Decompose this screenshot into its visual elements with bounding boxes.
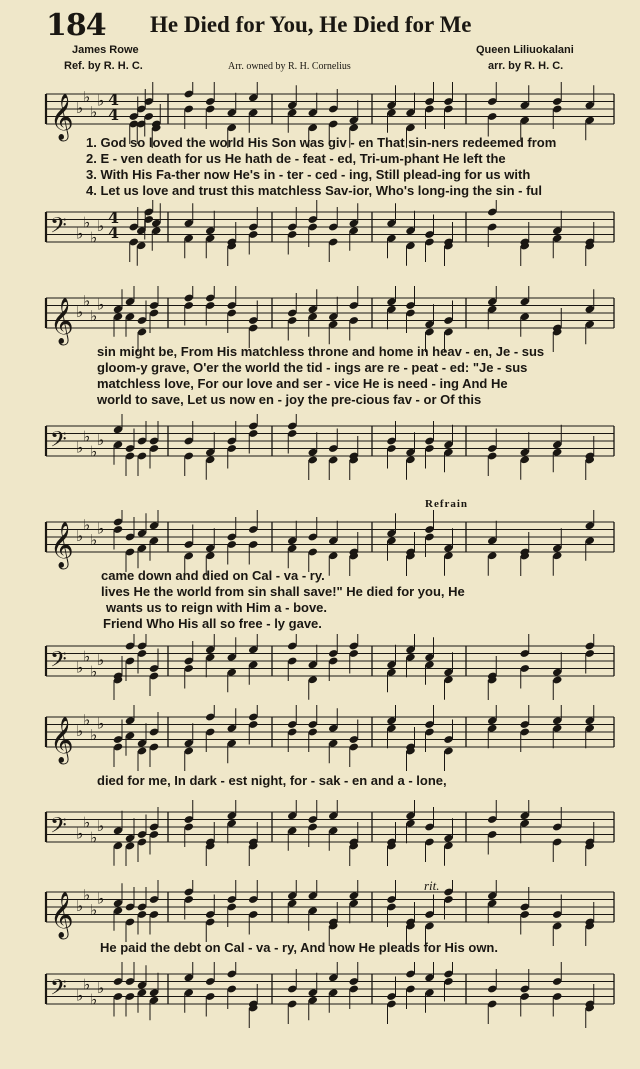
flat-sign-icon: ♭	[76, 438, 84, 457]
flat-sign-icon: ♭	[76, 224, 84, 243]
flat-sign-icon: ♭	[90, 725, 98, 744]
system-3-verse-2: lives He the world from sin shall save!" He died for you, He	[101, 584, 465, 599]
flat-sign-icon: ♭	[90, 530, 98, 549]
system-4-lyrics: died for me, In dark - est night, for - sak - en and a - lone,	[97, 773, 447, 788]
flat-sign-icon: ♭	[76, 824, 84, 843]
flat-sign-icon: ♭	[90, 102, 98, 121]
flat-sign-icon: ♭	[83, 813, 91, 832]
flat-sign-icon: ♭	[97, 714, 105, 733]
flat-sign-icon: ♭	[90, 990, 98, 1009]
flat-sign-icon: ♭	[90, 228, 98, 247]
flat-sign-icon: ♭	[90, 828, 98, 847]
system-1-verse-2: 2. E - ven death for us He hath de - feat - ed, Tri-um-phant He left the	[86, 151, 506, 166]
flat-sign-icon: ♭	[90, 662, 98, 681]
flat-sign-icon: ♭	[90, 900, 98, 919]
flat-sign-icon: ♭	[90, 306, 98, 325]
system-1-bass-staff	[0, 200, 640, 270]
flat-sign-icon: ♭	[97, 817, 105, 835]
system-1-verse-4: 4. Let us love and trust this matchless Sav-ior, Who's long-ing the sin - ful	[86, 183, 542, 198]
flat-sign-icon: ♭	[76, 722, 84, 740]
words-credit: James Rowe	[72, 44, 139, 56]
flat-sign-icon: ♭	[76, 99, 84, 117]
system-5-lyrics: He paid the debt on Cal - va - ry, And now He pleads for His own.	[100, 940, 498, 955]
treble-clef-icon: 𝄞	[50, 717, 74, 763]
system-2-verse-2: gloom-y grave, O'er the world the tid - ings are re - peat - ed: "Je - sus	[97, 360, 528, 375]
flat-sign-icon: ♭	[97, 295, 105, 314]
system-4-bass-staff	[0, 800, 640, 870]
system-2-bass-staff	[0, 414, 640, 484]
time-signature-digit: 4	[108, 208, 120, 227]
flat-sign-icon: ♭	[76, 986, 84, 1005]
music-credit: Queen Liliuokalani	[476, 44, 574, 56]
treble-clef-icon: 𝄞	[50, 94, 74, 140]
treble-clef-icon: 𝄞	[50, 522, 74, 568]
system-3-verse-4: Friend Who His all so free - ly gave.	[103, 616, 322, 631]
flat-sign-icon: ♭	[97, 979, 105, 997]
flat-sign-icon: ♭	[90, 442, 98, 461]
flat-sign-icon: ♭	[83, 87, 91, 106]
refrain-credit: Ref. by R. H. C.	[64, 60, 143, 72]
system-5-bass-staff	[0, 962, 640, 1032]
bass-clef-icon: 𝄢	[50, 213, 67, 244]
system-1-verse-3: 3. With His Fa-ther now He's in - ter - ced - ing, Still plead-ing for us with	[86, 167, 531, 182]
flat-sign-icon: ♭	[97, 651, 105, 669]
flat-sign-icon: ♭	[83, 427, 91, 446]
bass-clef-icon: 𝄢	[50, 975, 67, 1006]
system-4-treble-staff	[0, 705, 640, 775]
system-1-verse-1: 1. God so loved the world His Son was giv - en That sin-ners redeemed from	[86, 135, 557, 150]
flat-sign-icon: ♭	[83, 647, 91, 666]
system-2-verse-3: matchless love, For our love and ser - vice He is need - ing And He	[97, 376, 508, 391]
flat-sign-icon: ♭	[83, 515, 91, 534]
system-3-bass-staff	[0, 634, 640, 704]
hymn-number: 184	[46, 8, 106, 43]
flat-sign-icon: ♭	[97, 519, 105, 538]
bass-clef-icon: 𝄢	[50, 647, 67, 678]
system-2-verse-1: sin might be, From His matchless throne and home in heav - en, Je - sus	[97, 344, 545, 359]
flat-sign-icon: ♭	[97, 889, 105, 908]
flat-sign-icon: ♭	[83, 885, 91, 904]
flat-sign-icon: ♭	[76, 303, 84, 321]
flat-sign-icon: ♭	[83, 710, 91, 729]
music-arrangement-credit: arr. by R. H. C.	[488, 60, 564, 72]
flat-sign-icon: ♭	[76, 897, 84, 915]
flat-sign-icon: ♭	[97, 91, 105, 110]
bass-clef-icon: 𝄢	[50, 813, 67, 844]
hymn-title: He Died for You, He Died for Me	[150, 12, 472, 37]
flat-sign-icon: ♭	[76, 527, 84, 545]
flat-sign-icon: ♭	[83, 213, 91, 232]
bass-clef-icon: 𝄢	[50, 427, 67, 458]
rit-marking: rit.	[424, 878, 440, 893]
flat-sign-icon: ♭	[83, 975, 91, 994]
flat-sign-icon: ♭	[83, 291, 91, 310]
time-signature-digit: 4	[108, 223, 120, 242]
flat-sign-icon: ♭	[76, 658, 84, 677]
system-3-verse-3: wants us to reign with Him a - bove.	[106, 600, 328, 615]
time-signature-digit: 4	[108, 105, 120, 124]
flat-sign-icon: ♭	[97, 431, 105, 449]
flat-sign-icon: ♭	[97, 217, 105, 235]
arrangement-owner-credit: Arr. owned by R. H. Cornelius	[228, 61, 351, 72]
treble-clef-icon: 𝄞	[50, 892, 74, 938]
treble-clef-icon: 𝄞	[50, 298, 74, 344]
refrain-label: Refrain	[425, 498, 469, 510]
system-3-verse-1: came down and died on Cal - va - ry.	[101, 568, 325, 583]
time-signature-digit: 4	[108, 90, 120, 109]
system-2-verse-4: world to save, Let us now en - joy the pre-cious fav - or Of this	[97, 392, 482, 407]
